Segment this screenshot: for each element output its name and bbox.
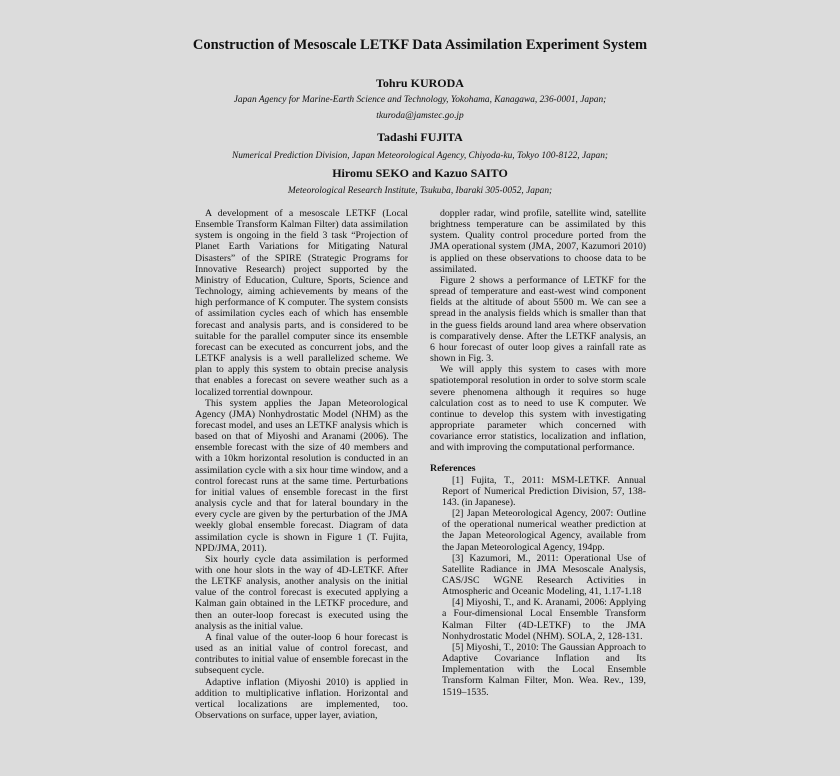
paper-title: Construction of Mesoscale LETKF Data Assimilation Experiment System (192, 37, 648, 53)
author-affiliation: Numerical Prediction Division, Japan Meteorological Agency, Chiyoda-ku, Tokyo 100-8122, Japan; (231, 151, 609, 161)
body-paragraph: doppler radar, wind profile, satellite wind, satellite brightness temperature can be assimilated by this system. Quality control procedure ported from the JMA operational system (JMA, 2007, Kazumori 2010) is applied on these observations to choose data to be assimilated. (430, 208, 646, 275)
body-paragraph: This system applies the Japan Meteorological Agency (JMA) Nonhydrostatic Model (NHM) as the forecast model, and uses an LETKF analysis which is based on that of Miyoshi and Aranami (2006). The ensemble forecast with the size of 40 members and with a 10km horizontal resolution is conducted in an assimilation cycle with a six hour time window, and a control forecast runs at the same time. Perturbations for initial values of ensemble forecast in the first analysis cycle and that for lateral boundary in the every cycle are given by the perturbation of the JMA weekly global ensemble forecast. Diagram of data assimilation cycle is shown in Figure 1 (T. Fujita, NPD/JMA, 2011). (195, 397, 408, 554)
reference-item: [5] Miyoshi, T., 2010: The Gaussian Approach to Adaptive Covariance Inflation and Its Implementation with the Local Ensemble Transform Kalman Filter, Mon. Wea. Rev., 139, 1519–1535. (442, 641, 646, 698)
author-email: tkuroda@jamstec.go.jp (376, 111, 464, 121)
author-affiliation: Japan Agency for Marine-Earth Science and Technology, Yokohama, Kanagawa, 236-0001, Japan; (233, 95, 607, 105)
author-name: Tadashi FUJITA (377, 130, 463, 144)
body-paragraph: A final value of the outer-loop 6 hour forecast is used as an initial value of control forecast, and contributes to initial value of ensemble forecast in the subsequent cycle. (195, 631, 408, 677)
references-heading: References (430, 463, 476, 475)
body-paragraph: We will apply this system to cases with more spatiotemporal resolution in order to solve storm scale severe phenomena although it requires so huge calculation cost as to need to use K computer. We continue to develop this system with investigating appropriate parameter which concerned with covariance error statistics, localization and inflation, and with improving the computational performance. (430, 364, 646, 454)
reference-item: [3] Kazumori, M., 2011: Operational Use of Satellite Radiance in JMA Mesoscale Analysis, CAS/JSC WGNE Research Activities in Atmospheric and Oceanic Modeling, 41, 1.17-1.18 (442, 552, 646, 598)
body-paragraph: Adaptive inflation (Miyoshi 2010) is applied in addition to multiplicative inflation. Horizontal and vertical localizations are implemented, too. Observations on surface, upper layer, aviation, (195, 676, 408, 722)
reference-item: [1] Fujita, T., 2011: MSM-LETKF. Annual Report of Numerical Prediction Division, 57, 138-143. (in Japanese). (442, 474, 646, 508)
author-name: Tohru KURODA (376, 76, 464, 90)
body-paragraph: Figure 2 shows a performance of LETKF for the spread of temperature and east-west wind component fields at the altitude of about 5500 m. We can see a spread in the analysis fields which is smaller than that in the guess fields around land area where observation is comparatively dense. After the LETKF analysis, an 6 hour forecast of outer loop gives a rainfall rate as shown in Fig. 3. (430, 274, 646, 365)
reference-item: [4] Miyoshi, T., and K. Aranami, 2006: Applying a Four-dimensional Local Ensemble Transform Kalman Filter (4D-LETKF) to the JMA Nonhydrostatic Model (NHM). SOLA, 2, 128-131. (442, 597, 646, 642)
author-name: Hiromu SEKO and Kazuo SAITO (332, 166, 508, 180)
body-paragraph: A development of a mesoscale LETKF (Local Ensemble Transform Kalman Filter) data assimilation system is ongoing in the field 3 task “Projection of Planet Earth Variations for Mitigating Natural Disasters” of the SPIRE (Strategic Programs for Innovative Research) project supported by the Ministry of Education, Culture, Sports, Science and Technology, aiming achievements by means of the high performance of K computer. The system consists of assimilation cycles each of which has ensemble forecast and analysis parts, and is considered to be suitable for the parallel computer since its ensemble forecast can be executed as concurrent jobs, and the LETKF analysis is a well parallelized scheme. We plan to apply this system to obtain precise analysis that enables a forecast on severe weather such as a localized torrential downpour. (195, 208, 408, 398)
body-paragraph: Six hourly cycle data assimilation is performed with one hour slots in the way of 4D-LETKF. After the LETKF analysis, another analysis on the initial value of the control forecast is executed applying a Kalman gain obtained in the LETKF procedure, and then an outer-loop forecast is executed using the analysis as the initial value. (195, 553, 408, 632)
reference-item: [2] Japan Meteorological Agency, 2007: Outline of the operational numerical weather prediction at the Japan Meteorological Agency, available from the Japan Meteorological Agency, 194pp. (442, 508, 646, 553)
right-column (430, 208, 646, 698)
left-column (195, 208, 408, 721)
author-affiliation: Meteorological Research Institute, Tsukuba, Ibaraki 305-0052, Japan; (287, 186, 553, 196)
